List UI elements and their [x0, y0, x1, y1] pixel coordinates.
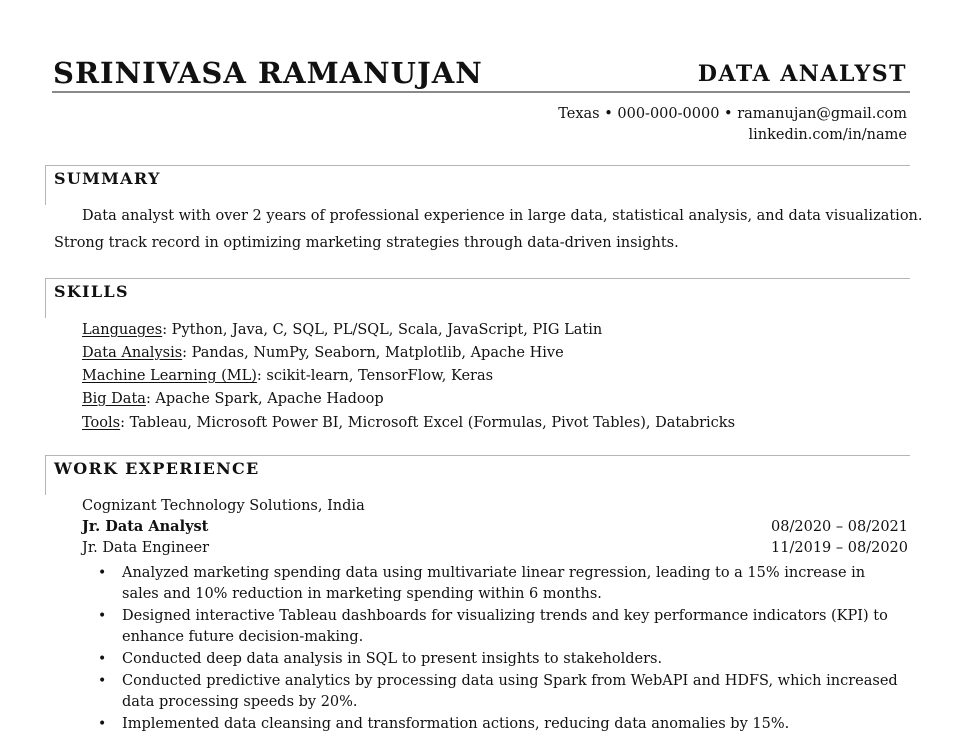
skill-category: Data Analysis — [82, 345, 183, 361]
experience-bullet-list — [98, 563, 898, 736]
bullet-icon: • — [98, 565, 107, 581]
linkedin-url: linkedin.com/in/name — [748, 127, 907, 143]
contact-info: Texas • 000-000-0000 • ramanujan@gmail.com — [558, 106, 907, 122]
job-dates-secondary: 11/2019 – 08/2020 — [771, 540, 908, 556]
experience-bullet — [98, 606, 898, 648]
experience-bullet — [98, 671, 898, 713]
skill-values: : scikit-learn, TensorFlow, Keras — [256, 368, 494, 384]
bullet-icon: • — [98, 608, 107, 624]
summary-line-1: Data analyst with over 2 years of professional experience in large data, statistical analysis, and data visualization. — [82, 208, 923, 224]
experience-bullet — [98, 714, 898, 735]
candidate-role: DATA ANALYST — [697, 61, 907, 87]
skills-heading: SKILLS — [54, 282, 129, 301]
bullet-icon: • — [98, 651, 107, 667]
experience-bullet — [98, 563, 898, 605]
bullet-text: Conducted predictive analytics by processing data using Spark from WebAPI and HDFS, which increased data processing speeds by 20%. — [122, 673, 898, 710]
bullet-icon: • — [98, 716, 107, 732]
experience-divider-tick — [45, 455, 46, 495]
skill-values: : Pandas, NumPy, Seaborn, Matplotlib, Apache Hive — [182, 345, 564, 361]
skill-row — [82, 367, 493, 385]
skills-divider-tick — [45, 278, 46, 318]
bullet-text: Analyzed marketing spending data using multivariate linear regression, leading to a 15% increase in sales and 10% reduction in marketing spending within 6 months. — [122, 565, 866, 602]
job-title-secondary: Jr. Data Engineer — [82, 540, 209, 556]
summary-line-2: Strong track record in optimizing marketing strategies through data-driven insights. — [54, 235, 679, 251]
skill-category: Tools — [82, 415, 121, 431]
header-divider — [52, 91, 910, 93]
bullet-icon: • — [98, 673, 107, 689]
skill-row — [82, 414, 735, 432]
job-dates-primary: 08/2020 – 08/2021 — [771, 519, 908, 535]
skill-category: Big Data — [82, 391, 146, 407]
job-title-primary: Jr. Data Analyst — [82, 518, 209, 535]
experience-bullet — [98, 649, 898, 670]
summary-heading: SUMMARY — [54, 169, 161, 188]
skill-row — [82, 321, 602, 339]
bullet-text: Implemented data cleansing and transformation actions, reducing data anomalies by 15%. — [122, 716, 790, 732]
experience-heading: WORK EXPERIENCE — [54, 459, 260, 478]
candidate-name: SRINIVASA RAMANUJAN — [53, 56, 483, 90]
skill-row — [82, 344, 564, 362]
skill-row — [82, 390, 384, 408]
summary-divider-tick — [45, 165, 46, 205]
skill-category: Machine Learning (ML) — [82, 368, 257, 384]
skill-values: : Apache Spark, Apache Hadoop — [145, 391, 384, 407]
skill-values: : Tableau, Microsoft Power BI, Microsoft Excel (Formulas, Pivot Tables), Databricks — [120, 415, 736, 431]
skill-values: : Python, Java, C, SQL, PL/SQL, Scala, JavaScript, PIG Latin — [162, 322, 603, 338]
company-name: Cognizant Technology Solutions, India — [82, 498, 365, 514]
skills-divider — [45, 278, 910, 279]
experience-divider — [45, 455, 910, 456]
bullet-text: Conducted deep data analysis in SQL to present insights to stakeholders. — [122, 651, 663, 667]
skill-category: Languages — [82, 322, 163, 338]
summary-divider — [45, 165, 910, 166]
bullet-text: Designed interactive Tableau dashboards for visualizing trends and key performance indicators (KPI) to enhance future decision-making. — [122, 608, 888, 645]
